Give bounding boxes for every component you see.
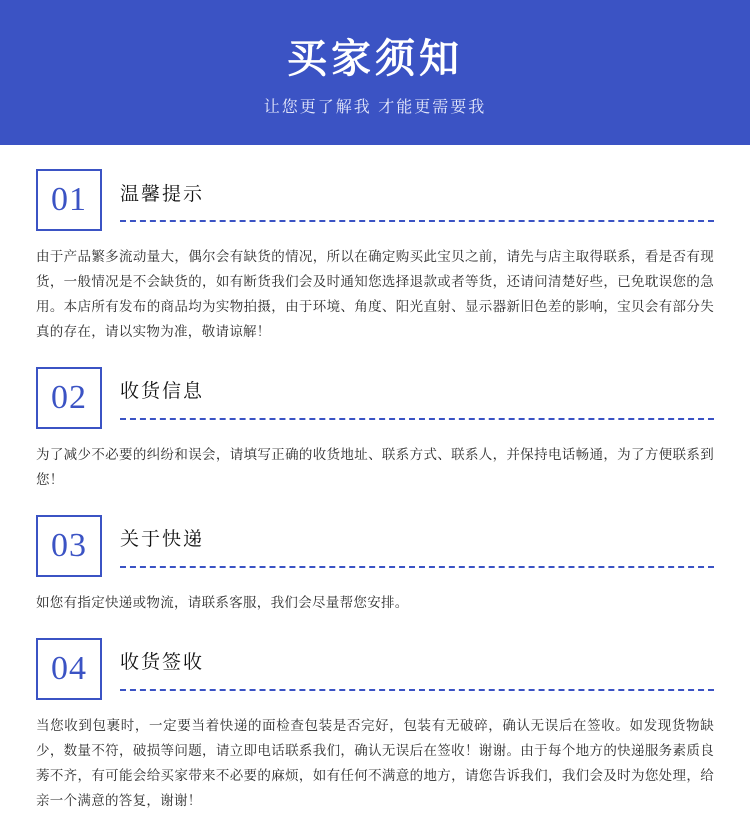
section-number-box (36, 638, 102, 700)
section-heading-group (120, 367, 714, 429)
notice-section-02 (36, 367, 714, 493)
section-title: 关于快递 (120, 529, 205, 551)
section-header (36, 367, 714, 429)
dashed-divider (120, 566, 714, 568)
section-body-text: 如您有指定快递或物流，请联系客服，我们会尽量帮您安排。 (36, 594, 409, 610)
section-header (36, 515, 714, 577)
section-body-text: 为了减少不必要的纠纷和误会，请填写正确的收货地址、联系方式、联系人，并保持电话畅通，为了方便联系到您！ (36, 446, 714, 487)
notice-sections (0, 169, 750, 814)
section-title: 收货签收 (120, 652, 205, 674)
dashed-divider (120, 418, 714, 420)
page-header-banner (0, 0, 750, 145)
section-number: 01 (51, 181, 87, 218)
section-heading-group (120, 169, 714, 231)
section-heading-group (120, 515, 714, 577)
page-subtitle: 让您更了解我 才能更需要我 (263, 98, 487, 116)
page-title: 买家须知 (287, 36, 463, 81)
section-header (36, 169, 714, 231)
section-body-text: 由于产品繁多流动量大，偶尔会有缺货的情况，所以在确定购买此宝贝之前，请先与店主取得联系，看是否有现货，一般情况是不会缺货的，如有断货我们会及时通知您选择退款或者等货，还请问清楚好些，已免耽误您的急用。本店所有发布的商品均为实物拍摄，由于环境、角度、阳光直射、显示器新旧色差的影响，宝贝会有部分失真的存在，请以实物为准，敬请谅解！ (36, 249, 714, 339)
section-heading-group (120, 638, 714, 700)
notice-section-01 (36, 169, 714, 345)
section-number: 02 (51, 378, 87, 416)
notice-section-04 (36, 638, 714, 814)
section-number-box (36, 515, 102, 577)
section-title: 温馨提示 (120, 183, 205, 205)
section-header (36, 638, 714, 700)
section-number: 03 (51, 526, 87, 564)
section-number-box (36, 169, 102, 231)
notice-section-03 (36, 515, 714, 616)
dashed-divider (120, 220, 714, 222)
section-body-text: 当您收到包裹时，一定要当着快递的面检查包装是否完好，包装有无破碎，确认无误后在签收。如发现货物缺少，数量不符，破损等问题，请立即电话联系我们，确认无误后在签收！谢谢。由于每个地方的快递服务素质良莠不齐，有可能会给买家带来不必要的麻烦，如有任何不满意的地方，请您告诉我们，我们会及时为您处理，给亲一个满意的答复，谢谢！ (36, 717, 714, 808)
section-title: 收货信息 (120, 381, 205, 403)
dashed-divider (120, 689, 714, 691)
section-number-box (36, 367, 102, 429)
section-number: 04 (51, 649, 87, 687)
